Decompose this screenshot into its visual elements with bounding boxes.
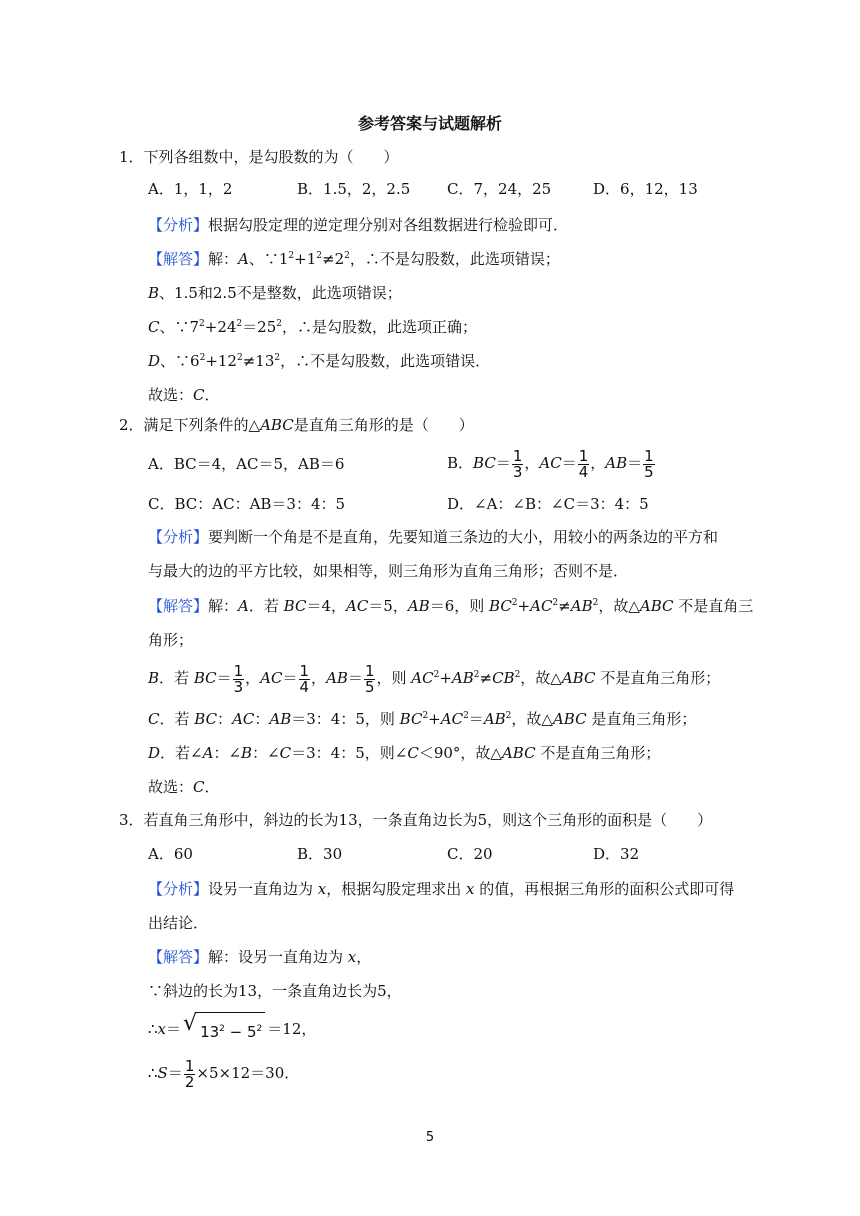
q2-answer-line-1-cont: 角形； [148,631,194,649]
q1-answer-line-3: C、$\because 7^2+24^2=25^2$，∴是勾股数，此选项正确； [148,318,477,336]
q2-stem: 2．满足下列条件的△ABC是直角三角形的是（ ） [119,416,474,434]
fraction-one-fifth: $\frac{1}{5}$ [644,446,654,481]
analysis-tag: 【分析】 [148,216,209,234]
q3-answer-line-2: ∵斜边的长为13，一条直角边长为5， [148,982,402,1000]
q1-choice: 故选：C． [148,386,220,404]
fraction-one-half: $\frac{1}{2}$ [184,1056,195,1091]
q3-answer-line-3: ∴x＝ √ $13^2 - 5^2$ ＝12， [148,1012,316,1048]
q3-option-a: A．60 [148,845,193,863]
q3-answer-line-4: ∴S＝ $\frac{1}{2}$ ×5×12＝30． [148,1056,300,1091]
analysis-tag: 【分析】 [148,880,209,898]
q3-option-c: C．20 [447,845,493,863]
q3-option-b: B．30 [297,845,343,863]
q2-answer-line-b: B．若 BC＝ $\frac{1}{3}$ ，AC＝ $\frac{1}{4}$ ，AB＝ $\frac{1}{5}$ ，则 $AC^2+AB^2\ne CB^2$，故△ABC 不是直角三角形； [148,661,721,696]
q1-answer-line-4: D、$\because 6^2+12^2\ne 13^2$，∴不是勾股数，此选项错误． [148,352,491,370]
answer-tag: 【解答】 [148,948,209,966]
q1-stem: 1．下列各组数中，是勾股数的为（ ） [119,148,399,166]
square-root: √ $13^2 - 5^2$ [183,1012,265,1048]
page-title: 参考答案与试题解析 [357,114,502,133]
q3-answer-line-1: 【解答】解：设另一直角边为 x， [148,948,372,966]
q2-analysis-line-2: 与最大的边的平方比较，如果相等，则三角形为直角三角形；否则不是． [148,562,629,580]
answer-tag: 【解答】 [148,250,209,268]
q3-analysis-line-1: 【分析】设另一直角边为 x，根据勾股定理求出 x 的值，再根据三角形的面积公式即可得 [148,880,735,898]
q3-analysis-line-2: 出结论． [148,914,209,932]
q1-option-b: B．1.5，2，2.5 [297,180,411,198]
q2-answer-line-d: D．若∠A：∠B：∠C＝3：4：5，则∠C＜90°，故△ABC 不是直角三角形； [148,744,661,762]
q2-answer-line-1: 【解答】解：A．若 BC＝4，AC＝5，AB＝6，则 $BC^2+AC^2\ne AB^2$，故△ABC 不是直角三 [148,597,754,615]
fraction-one-quarter: $\frac{1}{4}$ [578,446,589,481]
q1-option-d: D．6，12，13 [593,180,698,198]
q1-analysis: 【分析】根据勾股定理的逆定理分别对各组数据进行检验即可． [148,216,569,234]
q2-analysis-line-1: 【分析】要判断一个角是不是直角，先要知道三条边的大小，用较小的两条边的平方和 [148,528,719,546]
page-number: 5 [425,1130,435,1145]
answer-tag: 【解答】 [148,597,209,615]
q3-option-d: D．32 [593,845,640,863]
analysis-tag: 【分析】 [148,528,209,546]
q2-option-d: D．∠A：∠B：∠C＝3：4：5 [447,495,649,513]
q2-option-a: A．BC＝4，AC＝5，AB＝6 [148,455,345,473]
q1-option-a: A．1，1，2 [148,180,233,198]
fraction-one-third: $\frac{1}{3}$ [512,446,523,481]
q1-answer-line-1: 【解答】解：A、$\because 1^2+1^2\ne 2^2$，∴不是勾股数，此选项错误； [148,250,560,268]
q2-choice: 故选：C． [148,778,220,796]
q2-option-c: C．BC：AC：AB＝3：4：5 [148,495,346,513]
q2-option-b: B．BC＝ $\frac{1}{3}$ ，AC＝ $\frac{1}{4}$ ，AB＝ $\frac{1}{5}$ [447,446,654,481]
q1-answer-line-2: B、1.5和2.5不是整数，此选项错误； [148,284,402,302]
q2-answer-line-c: C．若 BC：AC：AB＝3：4：5，则 $BC^2+AC^2=AB^2$，故△ABC 是直角三角形； [148,710,697,728]
q1-option-c: C．7，24，25 [447,180,552,198]
q3-stem: 3．若直角三角形中，斜边的长为13，一条直角边长为5，则这个三角形的面积是（ ） [119,811,713,829]
